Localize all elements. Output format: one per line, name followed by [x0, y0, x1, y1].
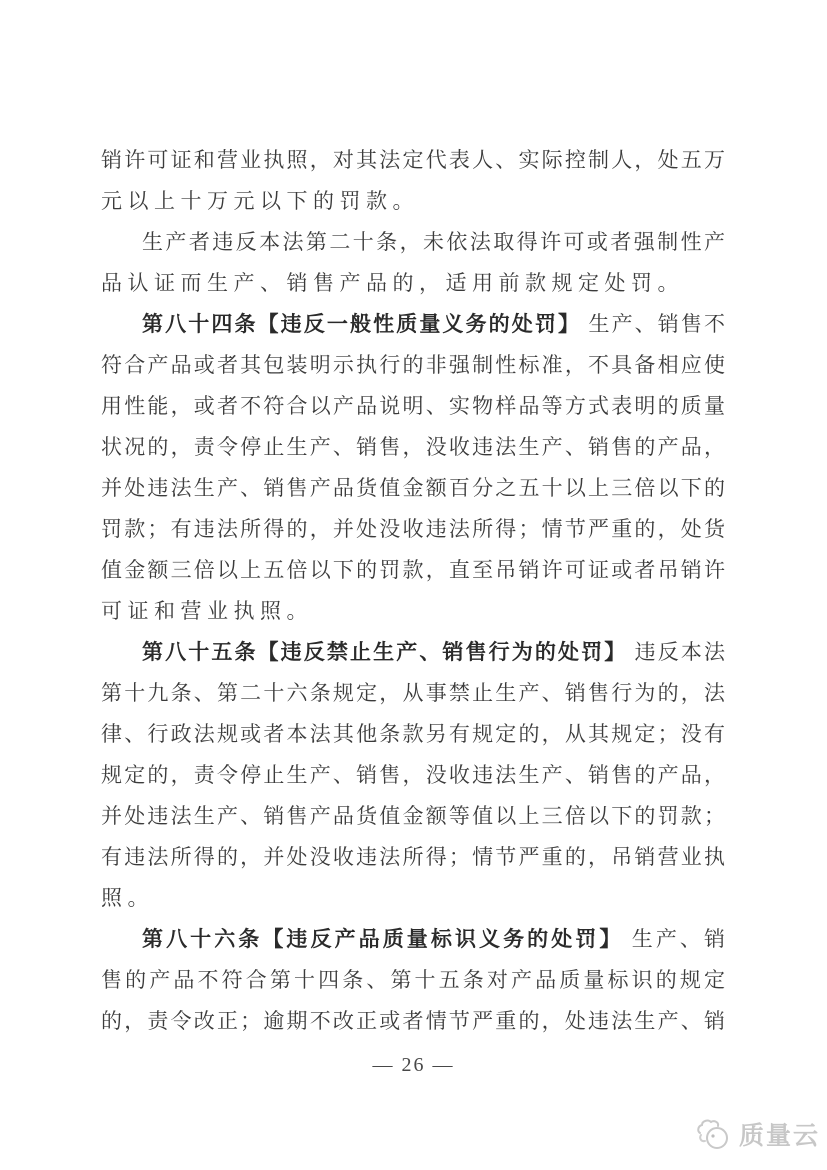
text-line: 第十九条、第二十六条规定，从事禁止生产、销售行为的，法 [101, 681, 725, 705]
text-line: 符合产品或者其包装明示执行的非强制性标准，不具备相应使 [101, 353, 725, 377]
text-line: 售的产品不符合第十四条、第十五条对产品质量标识的规定 [101, 968, 725, 992]
text-line: 有违法所得的，并处没收违法所得；情节严重的，吊销营业执 [101, 845, 725, 869]
page-footer [0, 1050, 827, 1080]
text-line: 用性能，或者不符合以产品说明、实物样品等方式表明的质量 [101, 394, 725, 418]
page-text [101, 140, 725, 1042]
article-heading: 第八十四条【违反一般性质量义务的处罚】 [142, 312, 582, 336]
text-line: 值金额三倍以上五倍以下的罚款，直至吊销许可证或者吊销许 [101, 558, 725, 582]
text-line: 可证和营业执照。 [101, 599, 313, 623]
text-line: 第八十四条【违反一般性质量义务的处罚】 生产、销售不 [142, 312, 726, 336]
text-line: 第八十六条【违反产品质量标识义务的处罚】 生产、销 [142, 927, 726, 951]
article-paragraph [101, 632, 725, 919]
paragraph [101, 222, 725, 304]
paragraph [101, 140, 725, 222]
article-paragraph [101, 304, 725, 632]
page-number: — 26 — [372, 1054, 455, 1076]
watermark-label: 质量云 [739, 1122, 821, 1150]
article-paragraph [101, 919, 725, 1042]
article-heading: 第八十五条【违反禁止生产、销售行为的处罚】 [142, 640, 628, 664]
text-line: 的，责令改正；逾期不改正或者情节严重的，处违法生产、销 [101, 1009, 725, 1033]
text-line: 元以上十万元以下的罚款。 [101, 189, 419, 213]
text-line: 并处违法生产、销售产品货值金额百分之五十以上三倍以下的 [101, 476, 725, 500]
text-line: 并处违法生产、销售产品货值金额等值以上三倍以下的罚款； [101, 804, 725, 828]
text-line: 第八十五条【违反禁止生产、销售行为的处罚】 违反本法 [142, 640, 726, 664]
text-line: 罚款；有违法所得的，并处没收违法所得；情节严重的，处货 [101, 517, 725, 541]
watermark [694, 1114, 820, 1154]
text-line: 生产者违反本法第二十条，未依法取得许可或者强制性产 [142, 230, 725, 254]
text-line: 销许可证和营业执照，对其法定代表人、实际控制人，处五万 [101, 148, 725, 172]
text-line: 品认证而生产、销售产品的，适用前款规定处罚。 [101, 271, 684, 295]
text-line: 照。 [101, 886, 154, 910]
text-line: 律、行政法规或者本法其他条款另有规定的，从其规定；没有 [101, 722, 725, 746]
text-line: 规定的，责令停止生产、销售，没收违法生产、销售的产品， [101, 763, 725, 787]
quality-cloud-logo-icon [694, 1117, 734, 1151]
article-heading: 第八十六条【违反产品质量标识义务的处罚】 [142, 927, 624, 951]
text-line: 状况的，责令停止生产、销售，没收违法生产、销售的产品， [101, 435, 725, 459]
